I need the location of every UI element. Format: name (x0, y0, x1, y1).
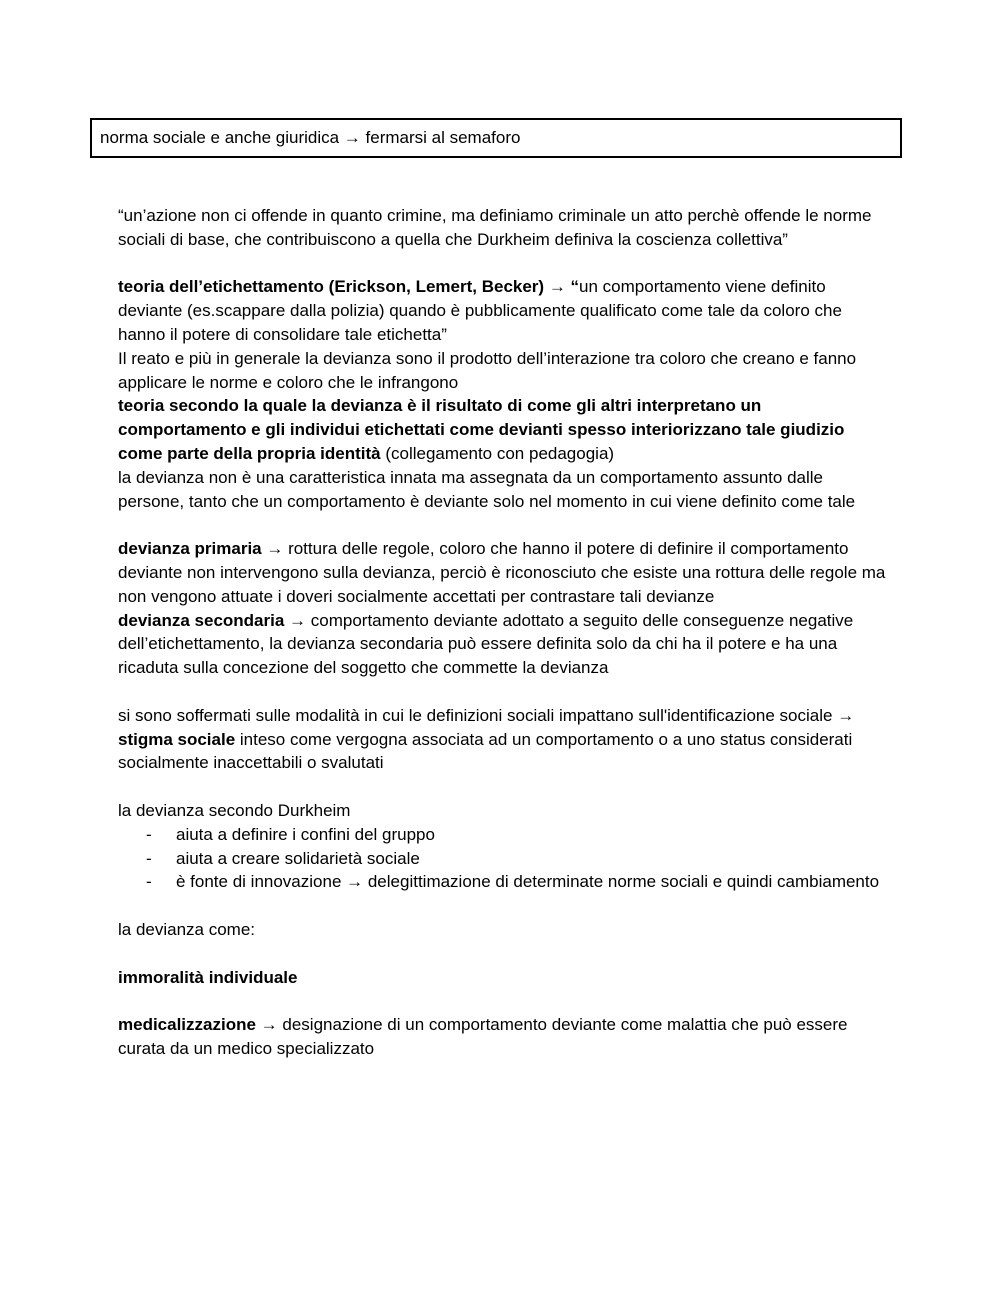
deviance-as-heading: la devianza come: (118, 919, 256, 939)
list-item (118, 847, 888, 871)
stigma-intro: si sono soffermati sulle modalità in cui le definizioni sociali impattano sull'identificazione sociale → (118, 705, 855, 725)
secondary-deviance-term: devianza secondaria (118, 610, 285, 630)
labeling-theory-definition (118, 394, 888, 465)
list-item-text: è fonte di innovazione → delegittimazione di determinate norme sociali e quindi cambiamento (176, 872, 880, 892)
secondary-deviance-paragraph (118, 609, 888, 680)
list-item (118, 823, 888, 847)
boxed-note (90, 118, 902, 158)
dash-bullet: - (146, 848, 152, 868)
durkheim-quote: “un’azione non ci offende in quanto crimine, ma definiamo criminale un atto perchè offende le norme sociali di base, che contribuiscono a quella che Durkheim definiva la coscienza collettiva” (118, 206, 872, 249)
dash-bullet: - (146, 824, 152, 844)
dash-bullet: - (146, 872, 152, 892)
primary-deviance-text: → rottura delle regole, coloro che hanno il potere di definire il comportamento deviante non intervengono sulla devianza, perciò è riconosciuto che esiste una rottura delle regole ma non vengono attuate i doveri socialmente accettati per contrastare tali devianze (118, 539, 886, 606)
durkheim-heading: la devianza secondo Durkheim (118, 800, 351, 820)
secondary-deviance-text: → comportamento deviante adottato a seguito delle conseguenze negative dell’etichettamento, la devianza secondaria può essere definita solo da chi ha il potere e ha una ricaduta sulla concezione del soggetto che commette la devianza (118, 610, 854, 678)
individual-immorality (118, 966, 888, 990)
medicalization-text: → designazione di un comportamento deviante come malattia che può essere curata da un medico specializzato (118, 1015, 848, 1058)
labeling-quote: un comportamento viene definito deviante (es.scappare dalla polizia) quando è pubblicamente qualificato come tale da coloro che hanno il potere di consolidare tale etichetta” (118, 277, 842, 344)
durkheim-list (118, 823, 888, 894)
stigma-term: stigma sociale (118, 729, 236, 749)
crime-interaction-paragraph: Il reato e più in generale la devianza sono il prodotto dell’interazione tra coloro che creano e fanno applicare le norme e coloro che le infrangono (118, 348, 857, 392)
social-stigma-paragraph (118, 704, 888, 775)
document-body (118, 204, 888, 1061)
medicalization-term: medicalizzazione (118, 1015, 256, 1035)
labeling-arrow: → “ (544, 277, 580, 297)
primary-deviance-paragraph (118, 537, 888, 608)
list-item (118, 870, 888, 894)
stigma-text: inteso come vergogna associata ad un comportamento o a uno status considerati socialmente inaccettabili o svalutati (118, 729, 853, 773)
list-item-text: aiuta a definire i confini del gruppo (176, 824, 435, 844)
list-item-text: aiuta a creare solidarietà sociale (176, 848, 420, 868)
medicalization-paragraph (118, 1013, 888, 1061)
primary-deviance-term: devianza primaria (118, 539, 262, 559)
individual-immorality-term: immoralità individuale (118, 967, 298, 987)
boxed-note-text: norma sociale e anche giuridica → fermarsi al semaforo (100, 128, 521, 147)
labeling-theory-paragraph (118, 275, 888, 346)
deviance-not-innate-paragraph: la devianza non è una caratteristica innata ma assegnata da un comportamento assunto dalle persone, tanto che un comportamento è deviante solo nel momento in cui viene definito come tale (118, 467, 856, 511)
pedagogy-note: (collegamento con pedagogia) (380, 443, 615, 463)
labeling-theory-bold: teoria secondo la quale la devianza è il risultato di come gli altri interpretano un comportamento e gli individui etichettati come devianti spesso interiorizzano tale giudizio come parte della propria identità (118, 396, 845, 463)
labeling-theory-title: teoria dell’etichettamento (Erickson, Lemert, Becker) (118, 277, 545, 297)
